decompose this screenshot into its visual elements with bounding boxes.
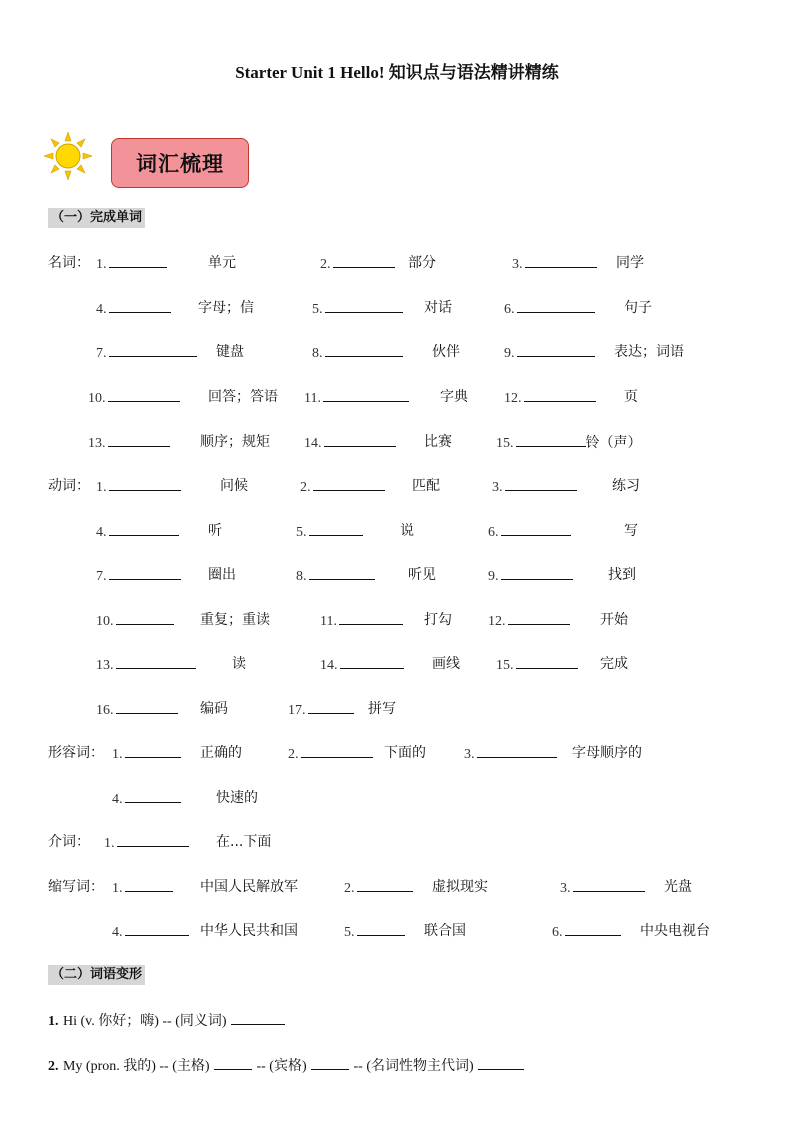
noun-item-1: 1. [96,254,167,274]
adjective-item-1: 1. [112,744,181,764]
answer-blank[interactable] [516,655,578,669]
verb-meaning: 读 [232,656,246,672]
verb-item-12: 12. [488,611,570,631]
verb-item-7: 7. [96,566,181,586]
answer-blank[interactable] [311,1056,349,1070]
abbreviation-item-5: 5. [344,922,405,942]
abbreviation-item-4: 4. [112,922,189,942]
answer-blank[interactable] [109,254,167,268]
verb-item-6: 6. [488,522,571,542]
adjective-item-3: 3. [464,744,557,764]
noun-item-9: 9. [504,343,595,363]
adjective-meaning: 正确的 [200,745,242,761]
answer-blank[interactable] [501,566,573,580]
answer-blank[interactable] [478,1056,524,1070]
answer-blank[interactable] [333,254,395,268]
answer-blank[interactable] [125,744,181,758]
answer-blank[interactable] [357,878,413,892]
verb-meaning: 匹配 [412,478,440,494]
verb-meaning: 开始 [600,612,628,628]
answer-blank[interactable] [309,522,363,536]
verb-item-8: 8. [296,566,375,586]
verb-item-9: 9. [488,566,573,586]
answer-blank[interactable] [313,477,385,491]
answer-blank[interactable] [325,299,403,313]
answer-blank[interactable] [508,611,570,625]
abbreviation-meaning: 联合国 [424,923,466,939]
vocabulary-section-label: 词汇梳理 [111,138,249,188]
noun-item-11: 11. [304,388,409,408]
answer-blank[interactable] [516,433,586,447]
verb-item-14: 14. [320,655,404,675]
verb-meaning: 打勾 [424,612,452,628]
verb-item-15: 15. [496,655,578,675]
answer-blank[interactable] [477,744,557,758]
noun-meaning: 字典 [440,389,468,405]
verb-item-2: 2. [300,477,385,497]
answer-blank[interactable] [501,522,571,536]
noun-meaning: 字母；信 [198,300,254,316]
answer-blank[interactable] [309,566,375,580]
verb-item-3: 3. [492,477,577,497]
preposition-meaning: 在...下面 [216,834,272,850]
verb-meaning: 说 [400,523,414,539]
answer-blank[interactable] [116,611,174,625]
noun-item-4: 4. [96,299,171,319]
adjective-meaning: 快速的 [216,790,258,806]
answer-blank[interactable] [108,433,170,447]
noun-item-8: 8. [312,343,403,363]
abbreviation-meaning: 中国人民解放军 [200,879,298,895]
adjective-meaning: 下面的 [384,745,426,761]
answer-blank[interactable] [323,388,409,402]
verb-item-17: 17. [288,700,354,720]
verb-item-1: 1. [96,477,181,497]
answer-blank[interactable] [109,566,181,580]
answer-blank[interactable] [565,922,621,936]
abbreviation-item-6: 6. [552,922,621,942]
noun-item-7: 7. [96,343,197,363]
answer-blank[interactable] [324,433,396,447]
abbreviation-meaning: 光盘 [664,879,692,895]
noun-meaning: 同学 [616,255,644,271]
preposition-item-1: 1. [104,833,189,853]
abbreviation-meaning: 虚拟现实 [432,879,488,895]
verb-meaning: 听见 [408,567,436,583]
answer-blank[interactable] [517,343,595,357]
abbreviation-item-1: 1. [112,878,173,898]
verb-item-4: 4. [96,522,179,542]
verb-item-5: 5. [296,522,363,542]
abbreviation-item-3: 3. [560,878,645,898]
verb-meaning: 画线 [432,656,460,672]
verb-item-11: 11. [320,611,403,631]
part2-heading: （二）词语变形 [48,965,145,985]
verb-meaning: 拼写 [368,701,396,717]
adjective-category-label: 形容词： [48,745,104,761]
abbreviation-item-2: 2. [344,878,413,898]
answer-blank[interactable] [308,700,354,714]
verb-item-10: 10. [96,611,174,631]
verb-item-16: 16. [96,700,178,720]
noun-meaning: 回答；答语 [208,389,278,405]
noun-meaning: 单元 [208,255,236,271]
adjective-meaning: 字母顺序的 [572,745,642,761]
noun-item-15: 15. 铃（声） [496,435,642,451]
answer-blank[interactable] [125,922,189,936]
answer-blank[interactable] [214,1056,252,1070]
answer-blank[interactable] [340,655,404,669]
answer-blank[interactable] [125,878,173,892]
sun-icon [44,132,92,180]
answer-blank[interactable] [116,700,178,714]
noun-item-2: 2. [320,254,395,274]
answer-blank[interactable] [517,299,595,313]
question-2: 2. My (pron. 我的) -- (主格) -- (宾格) -- (名词性物主代词) [48,1056,524,1076]
answer-blank[interactable] [525,254,597,268]
verb-meaning: 写 [624,523,638,539]
question-1: 1. Hi (v. 你好；嗨) -- (同义词) [48,1011,285,1031]
noun-item-6: 6. [504,299,595,319]
answer-blank[interactable] [125,789,181,803]
noun-item-12: 12. [504,388,596,408]
page-title: Starter Unit 1 Hello! 知识点与语法精讲精练 [235,63,559,82]
noun-meaning: 部分 [408,255,436,271]
noun-meaning: 句子 [624,300,652,316]
noun-meaning: 对话 [424,300,452,316]
abbreviation-meaning: 中央电视台 [640,923,710,939]
verb-item-13: 13. [96,655,196,675]
verb-meaning: 圈出 [208,567,236,583]
verb-category-label: 动词： [48,478,90,494]
noun-meaning: 比赛 [424,434,452,450]
answer-blank[interactable] [116,655,196,669]
verb-meaning: 找到 [608,567,636,583]
answer-blank[interactable] [339,611,403,625]
answer-blank[interactable] [301,744,373,758]
noun-meaning: 表达；词语 [614,344,684,360]
noun-item-3: 3. [512,254,597,274]
verb-meaning: 编码 [200,701,228,717]
noun-meaning: 顺序；规矩 [200,434,270,450]
abbreviation-meaning: 中华人民共和国 [200,923,298,939]
verb-meaning: 练习 [612,478,640,494]
answer-blank[interactable] [524,388,596,402]
noun-item-14: 14. [304,433,396,453]
answer-blank[interactable] [505,477,577,491]
noun-meaning: 伙伴 [432,344,460,360]
answer-blank[interactable] [109,477,181,491]
noun-item-13: 13. [88,433,170,453]
answer-blank[interactable] [109,343,197,357]
verb-meaning: 完成 [600,656,628,672]
noun-item-5: 5. [312,299,403,319]
adjective-item-2: 2. [288,744,373,764]
abbreviation-category-label: 缩写词： [48,879,104,895]
verb-meaning: 听 [208,523,222,539]
answer-blank[interactable] [108,388,180,402]
answer-blank[interactable] [325,343,403,357]
answer-blank[interactable] [109,299,171,313]
noun-item-10: 10. [88,388,180,408]
part1-heading: （一）完成单词 [48,208,145,228]
noun-category-label: 名词： [48,255,90,271]
adjective-item-4: 4. [112,789,181,809]
noun-meaning: 页 [624,389,638,405]
answer-blank[interactable] [117,833,189,847]
noun-meaning: 键盘 [216,344,244,360]
answer-blank[interactable] [573,878,645,892]
noun-meaning: 铃（声） [585,435,642,451]
answer-blank[interactable] [109,522,179,536]
verb-meaning: 重复；重读 [200,612,270,628]
answer-blank[interactable] [357,922,405,936]
preposition-category-label: 介词： [48,834,90,850]
answer-blank[interactable] [231,1011,285,1025]
verb-meaning: 问候 [220,478,248,494]
